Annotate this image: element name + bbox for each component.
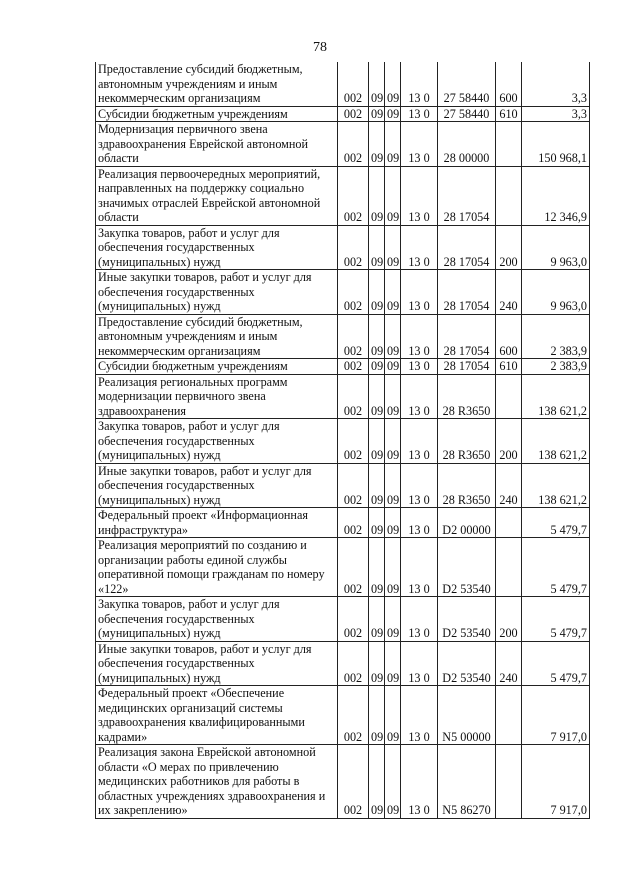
- row-subsection-code: 09: [385, 419, 401, 464]
- row-expense-type-code: [496, 538, 522, 597]
- row-name: Субсидии бюджетным учреждениям: [96, 106, 338, 122]
- table-row: [96, 62, 590, 106]
- row-subsection-code: 09: [385, 359, 401, 375]
- row-article-code: 28 17054: [438, 270, 496, 315]
- row-amount: 9 963,0: [522, 270, 590, 315]
- row-ministry-code: 002: [338, 374, 369, 419]
- row-ministry-code: 002: [338, 597, 369, 642]
- row-article-code: 28 00000: [438, 122, 496, 167]
- row-name: Модернизация первичного звена здравоохранения Еврейской автономной области: [96, 122, 338, 167]
- row-expense-type-code: 600: [496, 314, 522, 359]
- row-program-code: 13 0: [401, 314, 438, 359]
- table-row: [96, 597, 590, 642]
- row-expense-type-code: 240: [496, 463, 522, 508]
- row-article-code: D2 53540: [438, 597, 496, 642]
- row-amount: 138 621,2: [522, 374, 590, 419]
- row-subsection-code: 09: [385, 463, 401, 508]
- row-section-code: 09: [369, 62, 385, 106]
- row-section-code: 09: [369, 314, 385, 359]
- row-ministry-code: 002: [338, 359, 369, 375]
- row-name: Иные закупки товаров, работ и услуг для обеспечения государственных (муниципальных) нужд: [96, 641, 338, 686]
- row-subsection-code: 09: [385, 122, 401, 167]
- row-ministry-code: 002: [338, 225, 369, 270]
- row-subsection-code: 09: [385, 686, 401, 745]
- table-body: [96, 62, 590, 818]
- row-name: Субсидии бюджетным учреждениям: [96, 359, 338, 375]
- row-ministry-code: 002: [338, 122, 369, 167]
- row-section-code: 09: [369, 463, 385, 508]
- table-row: [96, 463, 590, 508]
- row-program-code: 13 0: [401, 359, 438, 375]
- row-article-code: 27 58440: [438, 106, 496, 122]
- row-ministry-code: 002: [338, 641, 369, 686]
- row-ministry-code: 002: [338, 538, 369, 597]
- row-amount: 138 621,2: [522, 463, 590, 508]
- row-article-code: 28 R3650: [438, 419, 496, 464]
- budget-table: [95, 62, 590, 819]
- row-article-code: D2 53540: [438, 538, 496, 597]
- row-subsection-code: 09: [385, 225, 401, 270]
- row-article-code: 28 17054: [438, 225, 496, 270]
- row-program-code: 13 0: [401, 597, 438, 642]
- row-name: Реализация региональных программ модернизации первичного звена здравоохранения: [96, 374, 338, 419]
- table-row: [96, 374, 590, 419]
- row-expense-type-code: [496, 508, 522, 538]
- row-name: Реализация первоочередных мероприятий, направленных на поддержку социально значимых отраслей Еврейской автономной области: [96, 166, 338, 225]
- row-ministry-code: 002: [338, 314, 369, 359]
- row-name: Реализация мероприятий по созданию и организации работы единой службы оперативной помощи гражданам по номеру «122»: [96, 538, 338, 597]
- row-section-code: 09: [369, 686, 385, 745]
- row-expense-type-code: 200: [496, 419, 522, 464]
- page-number: 78: [313, 40, 327, 55]
- row-ministry-code: 002: [338, 106, 369, 122]
- row-expense-type-code: 200: [496, 597, 522, 642]
- row-amount: 7 917,0: [522, 745, 590, 819]
- row-section-code: 09: [369, 270, 385, 315]
- row-program-code: 13 0: [401, 122, 438, 167]
- row-section-code: 09: [369, 538, 385, 597]
- table-row: [96, 314, 590, 359]
- table-row: [96, 106, 590, 122]
- row-article-code: N5 86270: [438, 745, 496, 819]
- table-row: [96, 641, 590, 686]
- row-name: Закупка товаров, работ и услуг для обеспечения государственных (муниципальных) нужд: [96, 419, 338, 464]
- row-name: Закупка товаров, работ и услуг для обеспечения государственных (муниципальных) нужд: [96, 225, 338, 270]
- row-amount: 138 621,2: [522, 419, 590, 464]
- row-amount: 3,3: [522, 62, 590, 106]
- row-article-code: D2 53540: [438, 641, 496, 686]
- row-subsection-code: 09: [385, 641, 401, 686]
- row-subsection-code: 09: [385, 314, 401, 359]
- table-row: [96, 419, 590, 464]
- row-program-code: 13 0: [401, 106, 438, 122]
- row-article-code: 28 17054: [438, 166, 496, 225]
- row-program-code: 13 0: [401, 166, 438, 225]
- row-amount: 5 479,7: [522, 508, 590, 538]
- row-subsection-code: 09: [385, 745, 401, 819]
- row-subsection-code: 09: [385, 538, 401, 597]
- row-section-code: 09: [369, 359, 385, 375]
- row-subsection-code: 09: [385, 62, 401, 106]
- row-expense-type-code: [496, 166, 522, 225]
- row-name: Иные закупки товаров, работ и услуг для обеспечения государственных (муниципальных) нужд: [96, 463, 338, 508]
- row-section-code: 09: [369, 419, 385, 464]
- row-subsection-code: 09: [385, 270, 401, 315]
- row-subsection-code: 09: [385, 374, 401, 419]
- table-row: [96, 225, 590, 270]
- row-article-code: 28 R3650: [438, 374, 496, 419]
- row-program-code: 13 0: [401, 508, 438, 538]
- row-program-code: 13 0: [401, 374, 438, 419]
- row-article-code: 28 17054: [438, 314, 496, 359]
- row-name: Иные закупки товаров, работ и услуг для обеспечения государственных (муниципальных) нужд: [96, 270, 338, 315]
- row-subsection-code: 09: [385, 106, 401, 122]
- row-section-code: 09: [369, 597, 385, 642]
- row-article-code: 28 17054: [438, 359, 496, 375]
- row-subsection-code: 09: [385, 508, 401, 538]
- table-row: [96, 122, 590, 167]
- row-ministry-code: 002: [338, 745, 369, 819]
- table-row: [96, 166, 590, 225]
- row-expense-type-code: 240: [496, 641, 522, 686]
- row-amount: 2 383,9: [522, 359, 590, 375]
- row-section-code: 09: [369, 166, 385, 225]
- table-row: [96, 686, 590, 745]
- row-expense-type-code: [496, 122, 522, 167]
- row-amount: 150 968,1: [522, 122, 590, 167]
- row-expense-type-code: 200: [496, 225, 522, 270]
- row-name: Федеральный проект «Информационная инфраструктура»: [96, 508, 338, 538]
- row-article-code: N5 00000: [438, 686, 496, 745]
- row-amount: 2 383,9: [522, 314, 590, 359]
- row-program-code: 13 0: [401, 463, 438, 508]
- table-row: [96, 745, 590, 819]
- row-name: Предоставление субсидий бюджетным, автономным учреждениям и иным некоммерческим организациям: [96, 314, 338, 359]
- row-amount: 5 479,7: [522, 597, 590, 642]
- row-program-code: 13 0: [401, 270, 438, 315]
- row-amount: 9 963,0: [522, 225, 590, 270]
- row-expense-type-code: 600: [496, 62, 522, 106]
- row-section-code: 09: [369, 745, 385, 819]
- row-ministry-code: 002: [338, 270, 369, 315]
- row-name: Закупка товаров, работ и услуг для обеспечения государственных (муниципальных) нужд: [96, 597, 338, 642]
- row-amount: 7 917,0: [522, 686, 590, 745]
- row-expense-type-code: [496, 686, 522, 745]
- table-row: [96, 538, 590, 597]
- row-amount: 5 479,7: [522, 538, 590, 597]
- row-name: Предоставление субсидий бюджетным, автономным учреждениям и иным некоммерческим организациям: [96, 62, 338, 106]
- row-section-code: 09: [369, 106, 385, 122]
- row-ministry-code: 002: [338, 62, 369, 106]
- row-article-code: 28 R3650: [438, 463, 496, 508]
- row-expense-type-code: 240: [496, 270, 522, 315]
- table-row: [96, 270, 590, 315]
- row-program-code: 13 0: [401, 225, 438, 270]
- row-program-code: 13 0: [401, 62, 438, 106]
- row-amount: 5 479,7: [522, 641, 590, 686]
- row-subsection-code: 09: [385, 166, 401, 225]
- row-ministry-code: 002: [338, 463, 369, 508]
- row-expense-type-code: [496, 745, 522, 819]
- row-expense-type-code: [496, 374, 522, 419]
- row-program-code: 13 0: [401, 419, 438, 464]
- row-subsection-code: 09: [385, 597, 401, 642]
- row-ministry-code: 002: [338, 419, 369, 464]
- row-section-code: 09: [369, 508, 385, 538]
- table-row: [96, 359, 590, 375]
- row-program-code: 13 0: [401, 686, 438, 745]
- row-expense-type-code: 610: [496, 359, 522, 375]
- row-expense-type-code: 610: [496, 106, 522, 122]
- row-name: Реализация закона Еврейской автономной области «О мерах по привлечению медицинских работников для работы в областных учреждениях здравоохранения и их закреплению»: [96, 745, 338, 819]
- table-row: [96, 508, 590, 538]
- row-amount: 12 346,9: [522, 166, 590, 225]
- row-name: Федеральный проект «Обеспечение медицинских организаций системы здравоохранения квалифицированными кадрами»: [96, 686, 338, 745]
- row-article-code: D2 00000: [438, 508, 496, 538]
- row-section-code: 09: [369, 122, 385, 167]
- row-ministry-code: 002: [338, 508, 369, 538]
- row-article-code: 27 58440: [438, 62, 496, 106]
- row-ministry-code: 002: [338, 166, 369, 225]
- row-program-code: 13 0: [401, 745, 438, 819]
- row-section-code: 09: [369, 641, 385, 686]
- row-ministry-code: 002: [338, 686, 369, 745]
- row-program-code: 13 0: [401, 538, 438, 597]
- row-amount: 3,3: [522, 106, 590, 122]
- row-section-code: 09: [369, 225, 385, 270]
- row-program-code: 13 0: [401, 641, 438, 686]
- row-section-code: 09: [369, 374, 385, 419]
